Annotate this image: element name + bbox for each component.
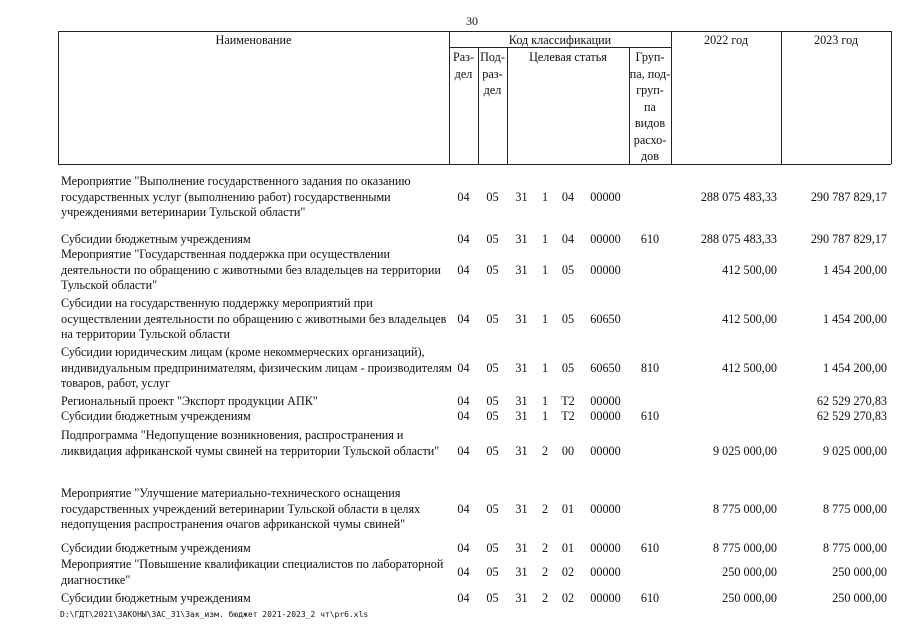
row-value-v2023: 250 000,00 — [832, 591, 887, 605]
row-code-grp: 610 — [640, 232, 660, 246]
row-value-v2023: 1 454 200,00 — [823, 262, 887, 277]
row-code-c1: 31 — [515, 311, 528, 326]
row-value-v2023: 9 025 000,00 — [823, 443, 887, 458]
row-code-c1: 31 — [515, 501, 528, 516]
row-code-pr: 05 — [486, 591, 499, 605]
row-value-v2023: 250 000,00 — [832, 564, 887, 579]
table-row — [0, 296, 905, 343]
row-code-c1: 31 — [515, 564, 528, 579]
page-number: 30 — [466, 14, 478, 28]
row-value-v2022: 288 075 483,33 — [700, 189, 777, 204]
row-code-c3: 04 — [561, 232, 575, 246]
row-code-c2: 2 — [541, 541, 549, 555]
row-code-grp: 610 — [640, 591, 660, 605]
row-value-v2023: 8 775 000,00 — [823, 501, 887, 516]
row-code-pr: 05 — [486, 409, 499, 423]
row-name: Региональный проект "Экспорт продукции АПК" — [61, 394, 318, 408]
row-code-c4: 60650 — [590, 360, 621, 375]
row-value-v2022: 412 500,00 — [722, 262, 777, 277]
row-code-pr: 05 — [486, 262, 499, 277]
header-right-border — [891, 31, 892, 164]
table-row — [0, 428, 905, 475]
row-name: Подпрограмма "Недопущение возникновения, распространения и ликвидация африканской чумы свиней на территории Тульской области" — [61, 428, 440, 458]
row-code-pr: 05 — [486, 232, 499, 246]
row-code-r: 04 — [457, 501, 470, 516]
row-code-r: 04 — [457, 591, 470, 605]
row-name: Субсидии бюджетным учреждениям — [61, 541, 251, 555]
table-row — [0, 486, 905, 533]
row-code-c3: 05 — [561, 311, 575, 326]
row-code-r: 04 — [457, 443, 470, 458]
row-code-c3: 01 — [561, 501, 575, 516]
row-code-c2: 1 — [541, 262, 549, 277]
header-razdel: Раз- дел — [452, 50, 475, 81]
row-code-c1: 31 — [515, 541, 528, 555]
row-code-c3: 04 — [561, 189, 575, 204]
row-value-v2023: 1 454 200,00 — [823, 360, 887, 375]
row-value-v2023: 62 529 270,83 — [816, 394, 887, 408]
row-code-pr: 05 — [486, 501, 499, 516]
row-value-v2022: 8 775 000,00 — [713, 541, 777, 555]
row-code-c1: 31 — [515, 232, 528, 246]
row-value-v2022: 9 025 000,00 — [713, 443, 777, 458]
row-code-c3: 05 — [561, 262, 575, 277]
row-code-c4: 00000 — [590, 564, 621, 579]
row-code-r: 04 — [457, 541, 470, 555]
table-row — [0, 247, 905, 294]
row-code-c3: 05 — [561, 360, 575, 375]
row-code-c1: 31 — [515, 262, 528, 277]
table-row — [0, 232, 905, 248]
row-code-r: 04 — [457, 311, 470, 326]
row-code-c1: 31 — [515, 409, 528, 423]
row-code-grp: 610 — [640, 541, 660, 555]
row-code-pr: 05 — [486, 541, 499, 555]
row-code-c1: 31 — [515, 591, 528, 605]
header-name: Наименование — [215, 33, 292, 47]
row-value-v2022: 250 000,00 — [722, 591, 777, 605]
row-value-v2023: 290 787 829,17 — [810, 189, 887, 204]
row-name: Субсидии бюджетным учреждениям — [61, 409, 251, 423]
row-value-v2022: 412 500,00 — [722, 360, 777, 375]
header-podrazdel: Под- раз- дел — [480, 50, 505, 97]
row-code-c4: 00000 — [590, 443, 621, 458]
row-code-pr: 05 — [486, 360, 499, 375]
row-value-v2022: 288 075 483,33 — [700, 232, 777, 246]
row-code-c3: 02 — [561, 564, 575, 579]
row-code-c2: 1 — [541, 394, 549, 408]
row-code-r: 04 — [457, 189, 470, 204]
row-name: Субсидии бюджетным учреждениям — [61, 232, 251, 246]
table-row — [0, 541, 905, 557]
row-value-v2023: 8 775 000,00 — [823, 541, 887, 555]
row-code-c2: 2 — [541, 591, 549, 605]
row-code-c1: 31 — [515, 394, 528, 408]
row-code-c4: 00000 — [590, 232, 621, 246]
row-code-c4: 00000 — [590, 501, 621, 516]
row-code-c1: 31 — [515, 443, 528, 458]
table-row — [0, 557, 905, 588]
table-row — [0, 394, 905, 410]
row-code-c2: 1 — [541, 189, 549, 204]
row-code-c3: T2 — [561, 394, 575, 408]
row-value-v2022: 412 500,00 — [722, 311, 777, 326]
row-value-v2023: 290 787 829,17 — [810, 232, 887, 246]
row-code-c1: 31 — [515, 360, 528, 375]
row-code-r: 04 — [457, 360, 470, 375]
row-value-v2022: 8 775 000,00 — [713, 501, 777, 516]
row-code-c4: 00000 — [590, 394, 621, 408]
row-code-c4: 00000 — [590, 409, 621, 423]
row-code-r: 04 — [457, 262, 470, 277]
row-code-c2: 1 — [541, 232, 549, 246]
header-group: Груп- па, под- груп- па видов расхо- дов — [629, 50, 671, 163]
header-bottom-border — [58, 164, 891, 165]
header-col-divider-2022 — [781, 31, 782, 164]
row-code-c2: 1 — [541, 311, 549, 326]
row-code-c4: 00000 — [590, 591, 621, 605]
row-name: Субсидии на государственную поддержку мероприятий при осуществлении деятельности по обращению с животными без владельцев на территории Тульской области — [61, 296, 447, 341]
row-name: Субсидии бюджетным учреждениям — [61, 591, 251, 605]
row-value-v2023: 62 529 270,83 — [816, 409, 887, 423]
row-name: Мероприятие "Государственная поддержка при осуществлении деятельности по обращению с животными без владельцев на территории Тульской области" — [61, 247, 441, 292]
row-code-r: 04 — [457, 232, 470, 246]
table-row — [0, 591, 905, 607]
row-value-v2022: 250 000,00 — [722, 564, 777, 579]
row-name: Мероприятие "Выполнение государственного задания по оказанию государственных услуг (выполнению работ) государственными учреждениями ветеринарии Тульской области" — [61, 174, 411, 219]
row-code-c4: 00000 — [590, 262, 621, 277]
table-row — [0, 409, 905, 425]
row-code-pr: 05 — [486, 564, 499, 579]
row-name: Мероприятие "Улучшение материально-технического оснащения государственных учреждений ветеринарии Тульской области в целях недопущения распространения очагов африканской чумы свиней" — [61, 486, 421, 531]
file-path-footer: D:\ГДТ\2021\ЗАКОНЫ\ЗАС_31\Зак_изм. бюджет 2021-2023_2 чт\pr6.xls — [60, 610, 369, 619]
row-code-r: 04 — [457, 564, 470, 579]
row-code-c2: 2 — [541, 564, 549, 579]
row-code-c3: 02 — [561, 591, 575, 605]
header-left-border — [58, 31, 59, 164]
header-2023: 2023 год — [813, 33, 859, 47]
header-target: Целевая статья — [529, 50, 607, 64]
header-col-divider-group — [671, 31, 672, 164]
row-code-pr: 05 — [486, 311, 499, 326]
header-2022: 2022 год — [703, 33, 749, 47]
row-code-c3: 00 — [561, 443, 575, 458]
row-code-c2: 1 — [541, 409, 549, 423]
row-code-c2: 1 — [541, 360, 549, 375]
row-code-r: 04 — [457, 409, 470, 423]
row-code-grp: 610 — [640, 409, 660, 423]
row-code-r: 04 — [457, 394, 470, 408]
row-code-pr: 05 — [486, 443, 499, 458]
row-code-c3: T2 — [561, 409, 575, 423]
row-code-c2: 2 — [541, 501, 549, 516]
table-row — [0, 174, 905, 221]
row-code-c3: 01 — [561, 541, 575, 555]
row-name: Субсидии юридическим лицам (кроме некоммерческих организаций), индивидуальным предпринимателям, физическим лицам - производителям товаров, работ, услуг — [61, 345, 452, 390]
row-name: Мероприятие "Повышение квалификации специалистов по лабораторной диагностике" — [61, 557, 444, 587]
row-code-c1: 31 — [515, 189, 528, 204]
table-row — [0, 345, 905, 392]
row-value-v2023: 1 454 200,00 — [823, 311, 887, 326]
row-code-pr: 05 — [486, 189, 499, 204]
row-code-c4: 00000 — [590, 541, 621, 555]
header-code-group: Код классификации — [508, 33, 612, 47]
row-code-grp: 810 — [640, 360, 660, 375]
row-code-c4: 00000 — [590, 189, 621, 204]
row-code-c2: 2 — [541, 443, 549, 458]
row-code-c4: 60650 — [590, 311, 621, 326]
row-code-pr: 05 — [486, 394, 499, 408]
